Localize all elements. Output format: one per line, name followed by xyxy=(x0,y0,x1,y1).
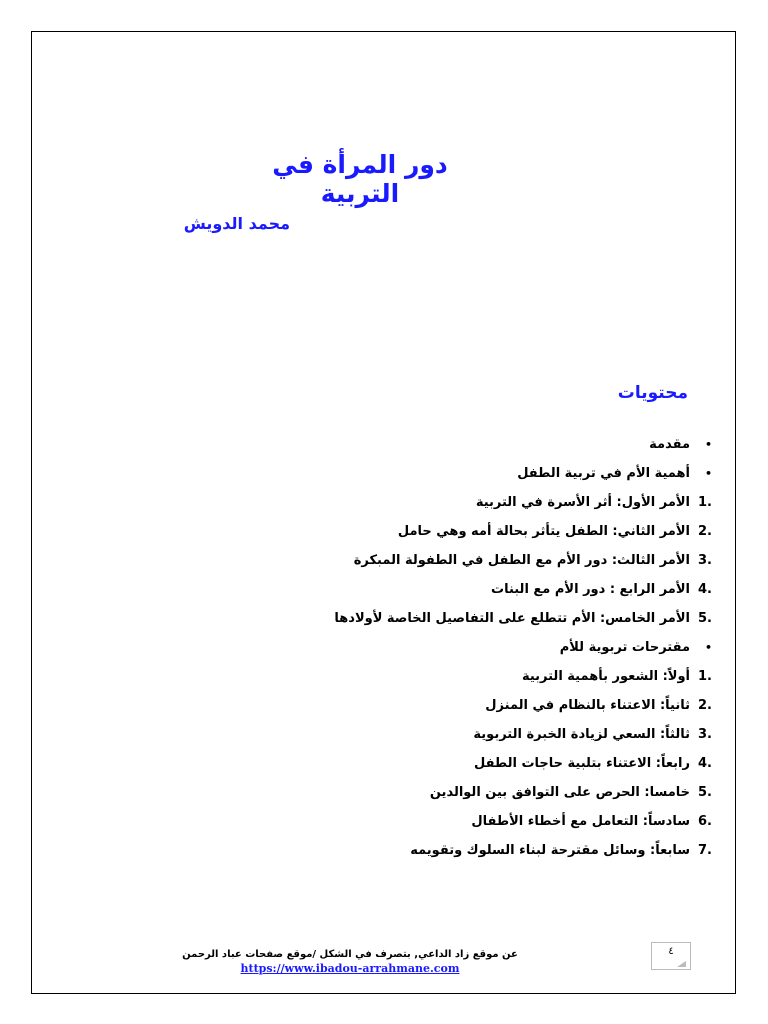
list-number: 4. xyxy=(698,582,712,597)
toc-item[interactable] xyxy=(250,778,712,807)
list-number: 6. xyxy=(698,814,712,829)
list-number: 4. xyxy=(698,756,712,771)
list-number: 5. xyxy=(698,611,712,626)
table-of-contents xyxy=(250,430,712,865)
toc-item-label: مقترحات تربوية للأم xyxy=(559,640,690,655)
toc-item[interactable] xyxy=(250,749,712,778)
list-number: 3. xyxy=(698,553,712,568)
document-title: دور المرأة في التربية xyxy=(272,150,448,208)
bullet-icon: • xyxy=(704,641,712,654)
list-number: 1. xyxy=(698,669,712,684)
toc-item-label: رابعاً: الاعتناء بتلبية حاجات الطفل xyxy=(473,756,690,771)
toc-item[interactable] xyxy=(250,720,712,749)
author-name: محمد الدويش xyxy=(183,214,290,233)
list-number: 2. xyxy=(698,524,712,539)
toc-item-label: أولاً: الشعور بأهمية التربية xyxy=(521,669,690,684)
toc-item[interactable] xyxy=(250,430,712,459)
toc-item-label: الأمر الرابع : دور الأم مع البنات xyxy=(491,582,690,597)
page-fold-icon xyxy=(677,961,686,967)
list-number: 2. xyxy=(698,698,712,713)
page-number: ٤ xyxy=(668,946,674,957)
toc-item-label: سادساً: التعامل مع أخطاء الأطفال xyxy=(471,814,690,829)
toc-item[interactable] xyxy=(250,691,712,720)
bullet-icon: • xyxy=(704,438,712,451)
toc-item[interactable] xyxy=(250,459,712,488)
toc-item-label: خامسا: الحرص على التوافق بين الوالدين xyxy=(429,785,690,800)
toc-item[interactable] xyxy=(250,517,712,546)
toc-item[interactable] xyxy=(250,633,712,662)
toc-item-label: الأمر الخامس: الأم تتطلع على التفاصيل الخاصة لأولادها xyxy=(334,611,690,626)
toc-item-label: سابعاً: وسائل مقترحة لبناء السلوك وتقويمه xyxy=(410,843,690,858)
toc-item-label: ثانياً: الاعتناء بالنظام في المنزل xyxy=(485,698,690,713)
toc-item-label: الأمر الثاني: الطفل يتأثر بحالة أمه وهي حامل xyxy=(397,524,690,539)
list-number: 1. xyxy=(698,495,712,510)
toc-item[interactable] xyxy=(250,807,712,836)
list-number: 7. xyxy=(698,843,712,858)
toc-item[interactable] xyxy=(250,662,712,691)
list-number: 3. xyxy=(698,727,712,742)
toc-item-label: الأمر الأول: أثر الأسرة في التربية xyxy=(475,495,690,510)
toc-item-label: أهمية الأم في تربية الطفل xyxy=(517,466,690,481)
toc-item-label: ثالثاً: السعي لزيادة الخبرة التربوية xyxy=(473,727,690,742)
footer-link[interactable]: https://www.ibadou-arrahmane.com xyxy=(240,962,460,975)
footer xyxy=(180,949,520,975)
toc-item[interactable] xyxy=(250,488,712,517)
list-number: 5. xyxy=(698,785,712,800)
toc-heading: محتويات xyxy=(617,383,688,403)
toc-item-label: مقدمة xyxy=(649,437,690,452)
bullet-icon: • xyxy=(704,467,712,480)
page-number-box xyxy=(651,942,691,970)
toc-item-label: الأمر الثالث: دور الأم مع الطفل في الطفولة المبكرة xyxy=(353,553,690,568)
toc-item[interactable] xyxy=(250,546,712,575)
toc-item[interactable] xyxy=(250,836,712,865)
toc-item[interactable] xyxy=(250,604,712,633)
toc-item[interactable] xyxy=(250,575,712,604)
footer-source-text: عن موقع زاد الداعي, بتصرف في الشكل /موقع صفحات عباد الرحمن xyxy=(182,949,518,960)
